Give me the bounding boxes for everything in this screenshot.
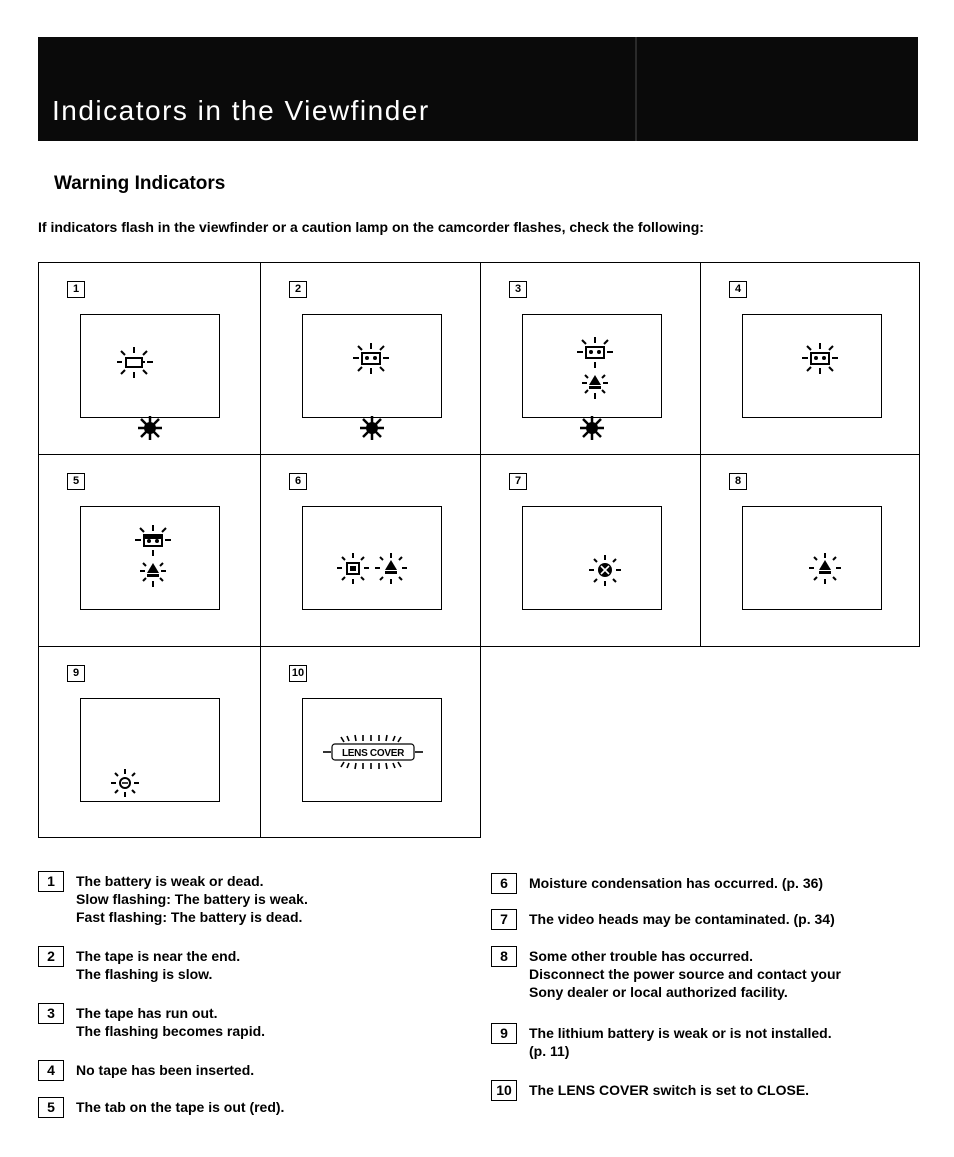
title-bar	[38, 37, 918, 141]
panel-number: 5	[67, 473, 85, 490]
panel-5	[38, 454, 261, 647]
indicator-grid	[38, 262, 920, 838]
panel-10	[260, 646, 481, 838]
note-number: 2	[38, 946, 64, 967]
page-title: Indicators in the Viewfinder	[52, 95, 430, 126]
panel-2	[260, 262, 481, 455]
viewfinder-screen	[80, 314, 220, 418]
note-text: The lithium battery is weak or is not installed. (p. 11)	[529, 1025, 832, 1059]
note-text: The tab on the tape is out (red).	[76, 1099, 285, 1115]
panel-number: 9	[67, 665, 85, 682]
note-text: Moisture condensation has occurred. (p. 36)	[529, 875, 824, 891]
note-text: The tape has run out. The flashing becomes rapid.	[76, 1005, 266, 1039]
panel-number: 1	[67, 281, 85, 298]
panel-7	[480, 454, 701, 647]
lithium-battery-icon	[109, 767, 141, 799]
lens-cover-label: LENS COVER	[341, 748, 405, 759]
caution-lamp-icon	[358, 414, 386, 442]
note-text: Some other trouble has occurred. Disconnect the power source and contact your Sony dealer or local authorized facility.	[529, 948, 841, 1000]
note-number: 10	[491, 1080, 517, 1101]
viewfinder-screen	[80, 506, 220, 610]
note-text: The battery is weak or dead. Slow flashing: The battery is weak. Fast flashing: The battery is dead.	[76, 873, 308, 925]
note-number: 7	[491, 909, 517, 930]
panel-number: 4	[729, 281, 747, 298]
viewfinder-screen	[80, 698, 220, 802]
eject-icon	[807, 551, 843, 587]
caution-lamp-icon	[136, 414, 164, 442]
panel-6	[260, 454, 481, 647]
note-number: 1	[38, 871, 64, 892]
panel-number: 8	[729, 473, 747, 490]
panel-1	[38, 262, 261, 455]
panel-number: 2	[289, 281, 307, 298]
section-heading: Warning Indicators	[54, 173, 226, 194]
viewfinder-screen	[302, 698, 442, 802]
note-text: The tape is near the end. The flashing is slow.	[76, 948, 241, 982]
cassette-icon	[800, 341, 840, 377]
head-clog-icon	[587, 553, 623, 589]
panel-number: 3	[509, 281, 527, 298]
note-number: 6	[491, 873, 517, 894]
panel-8	[700, 454, 920, 647]
note-text: The video heads may be contaminated. (p. 34)	[529, 911, 835, 927]
note-number: 5	[38, 1097, 64, 1118]
panel-number: 10	[289, 665, 307, 682]
panel-number: 6	[289, 473, 307, 490]
lens-cover-icon	[321, 732, 425, 772]
panel-9	[38, 646, 261, 838]
note-number: 4	[38, 1060, 64, 1081]
title-bar-divider	[635, 37, 637, 141]
viewfinder-screen	[522, 506, 662, 610]
viewfinder-screen	[742, 314, 882, 418]
viewfinder-screen	[522, 314, 662, 418]
note-number: 9	[491, 1023, 517, 1044]
viewfinder-screen	[302, 506, 442, 610]
intro-text: If indicators flash in the viewfinder or a caution lamp on the camcorder flashes, check the following:	[38, 219, 704, 235]
note-text: No tape has been inserted.	[76, 1062, 255, 1078]
note-number: 3	[38, 1003, 64, 1024]
panel-number: 7	[509, 473, 527, 490]
cassette-eject-icon	[133, 523, 173, 591]
moisture-eject-icon	[335, 551, 411, 587]
note-text: The LENS COVER switch is set to CLOSE.	[529, 1082, 810, 1098]
panel-4	[700, 262, 920, 455]
note-number: 8	[491, 946, 517, 967]
cassette-eject-icon	[575, 335, 615, 403]
viewfinder-screen	[742, 506, 882, 610]
panel-3	[480, 262, 701, 455]
viewfinder-screen	[302, 314, 442, 418]
battery-icon	[113, 345, 157, 381]
cassette-icon	[351, 341, 391, 377]
caution-lamp-icon	[578, 414, 606, 442]
